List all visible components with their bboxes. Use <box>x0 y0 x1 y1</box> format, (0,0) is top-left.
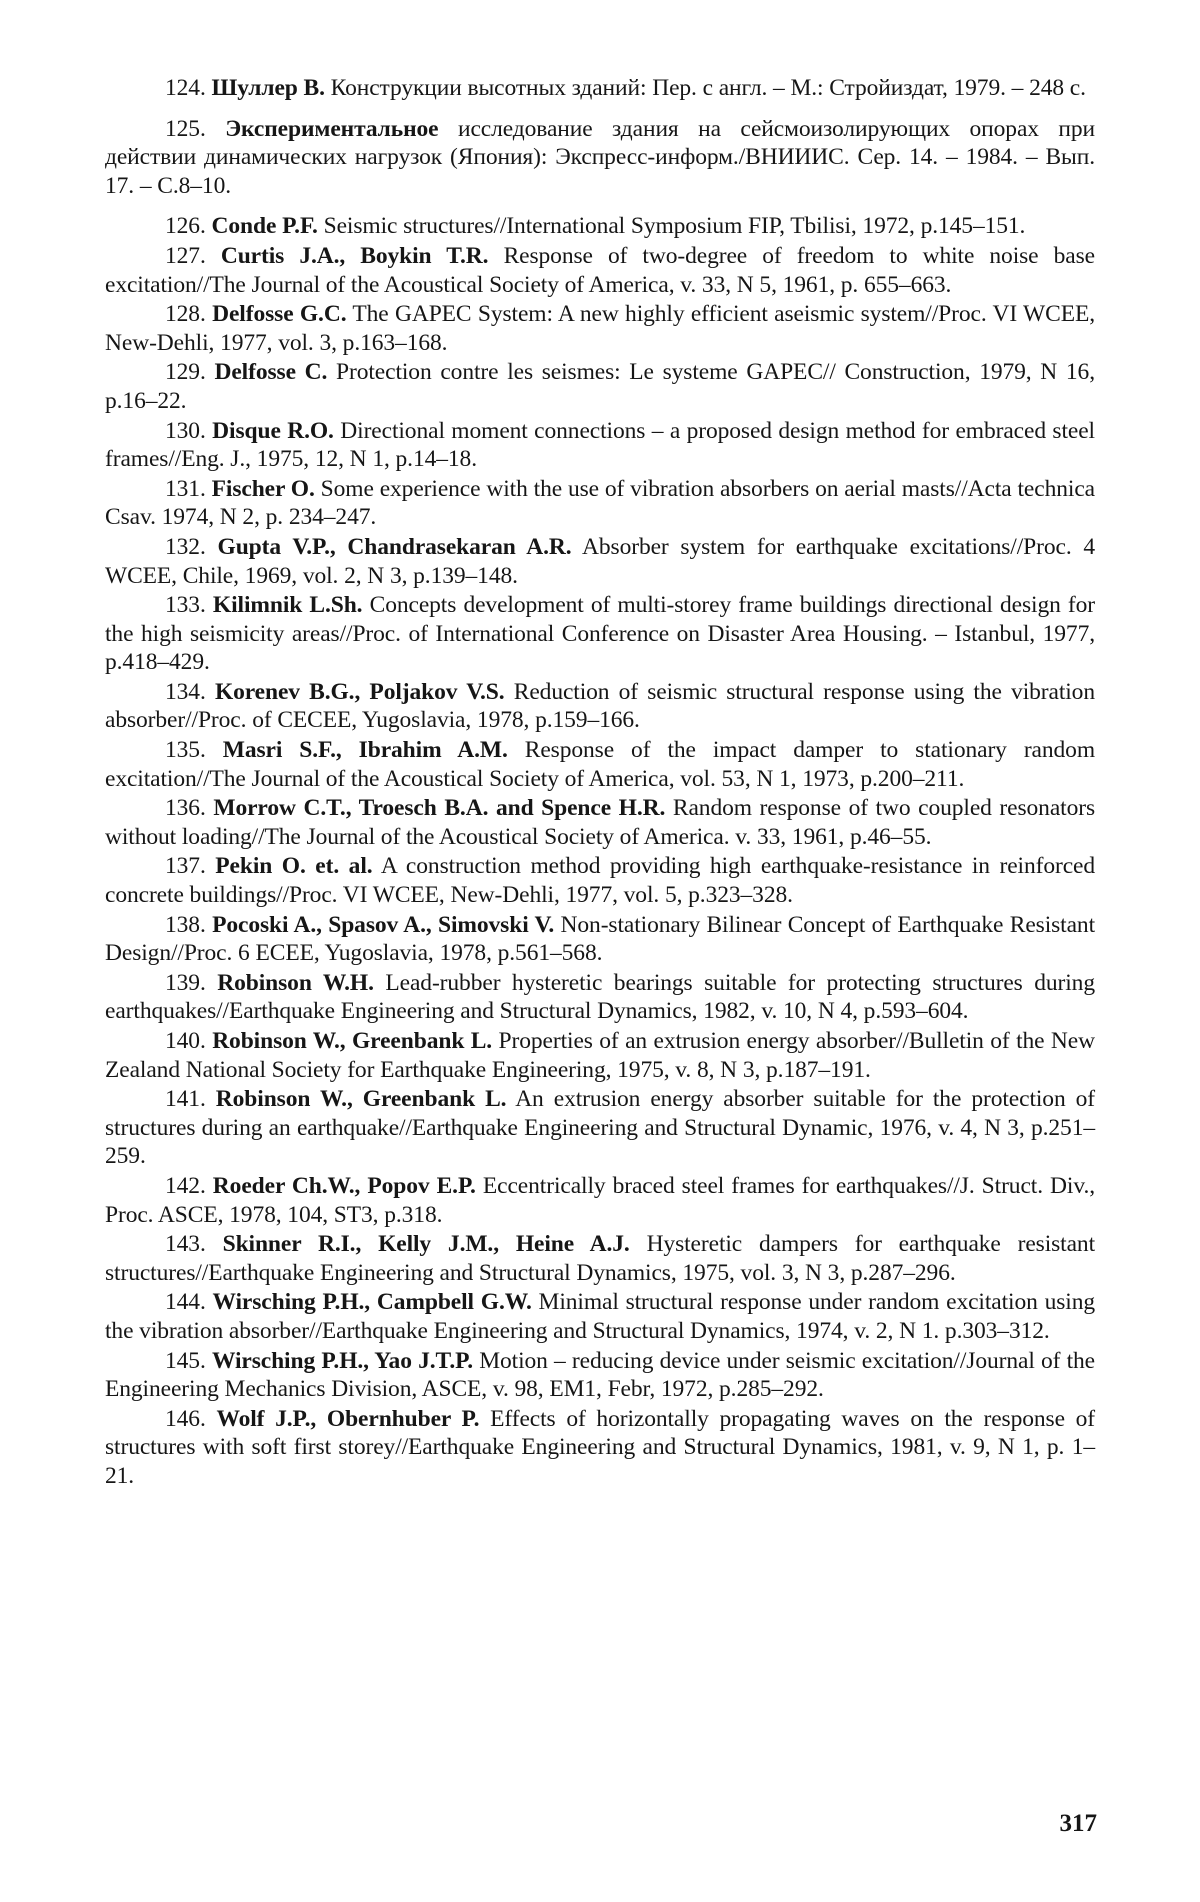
reference-entry <box>105 1027 1095 1084</box>
reference-number: 131. <box>165 475 206 502</box>
reference-text: Directional moment connections – a proposed design method for embraced steel frames//Eng. J., 1975, 12, N 1, p.14–18. <box>105 417 1095 473</box>
reference-entry <box>105 1230 1095 1287</box>
reference-author: Wolf J.P., Obernhuber P. <box>216 1405 480 1432</box>
reference-entry <box>105 533 1095 590</box>
reference-author: Экспериментальное <box>225 115 439 142</box>
reference-number: 140. <box>165 1028 206 1054</box>
reference-text: Response of two-degree of freedom to white noise base excitation//The Journal of the Acoustical Society of America, v. 33, N 5, 1961, p. 655–663. <box>105 242 1095 298</box>
reference-text: Hysteretic dampers for earthquake resistant structures//Earthquake Engineering and Structural Dynamics, 1975, vol. 3, N 3, p.287–296. <box>105 1231 1096 1286</box>
reference-text: Motion – reducing device under seismic excitation//Journal of the Engineering Mechanics Division, ASCE, v. 98, EM1, Febr, 1972, p.285–292. <box>105 1347 1095 1403</box>
reference-text: Protection contre les seismes: Le systeme GAPEC// Construction, 1979, N 16, p.16–22. <box>105 359 1095 414</box>
reference-text: Effects of horizontally propagating waves on the response of structures with soft first storey//Earthquake Engineering and Structural Dynamics, 1981, v. 9, N 1, p. 1–21. <box>105 1405 1096 1489</box>
reference-entry <box>105 300 1095 357</box>
reference-author: Pekin O. et. al. <box>215 853 373 880</box>
reference-number: 135. <box>165 737 206 764</box>
reference-number: 129. <box>165 359 206 386</box>
reference-author: Skinner R.I., Kelly J.M., Heine A.J. <box>222 1231 630 1258</box>
reference-author: Masri S.F., Ibrahim A.M. <box>222 737 508 764</box>
reference-text: An extrusion energy absorber suitable for the protection of structures during an earthquake//Earthquake Engineering and Structural Dynamic, 1976, v. 4, N 3, p.251–259. <box>105 1086 1096 1170</box>
reference-text: Lead-rubber hysteretic bearings suitable for protecting structures during earthquakes//Earthquake Engineering and Structural Dynamics, 1982, v. 10, N 4, p.593–604. <box>105 969 1095 1025</box>
reference-entry <box>105 969 1095 1026</box>
reference-entry <box>105 1172 1095 1229</box>
page-number: 317 <box>1059 1810 1097 1837</box>
reference-number: 138. <box>165 911 206 938</box>
reference-entry <box>105 852 1095 909</box>
reference-number: 137. <box>165 853 206 880</box>
reference-author: Morrow C.T., Troesch B.A. and Spence H.R. <box>213 795 666 822</box>
reference-number: 132. <box>165 533 206 560</box>
reference-entry <box>105 794 1095 851</box>
reference-number: 143. <box>165 1231 206 1258</box>
reference-entry <box>105 242 1095 299</box>
reference-number: 127. <box>165 242 206 269</box>
reference-text: Reduction of seismic structural response using the vibration absorber//Proc. of CECEE, Yugoslavia, 1978, p.159–166. <box>105 678 1095 734</box>
reference-author: Шуллер В. <box>211 75 325 101</box>
reference-author: Robinson W., Greenbank L. <box>212 1028 493 1054</box>
reference-author: Roeder Ch.W., Popov E.P. <box>212 1172 476 1199</box>
reference-text: Random response of two coupled resonators without loading//The Journal of the Acoustical Society of America. v. 33, 1961, p.46–55. <box>105 795 1096 850</box>
reference-author: Robinson W., Greenbank L. <box>215 1086 507 1113</box>
reference-author: Kilimnik L.Sh. <box>212 592 363 619</box>
reference-entry <box>105 1405 1095 1491</box>
reference-author: Curtis J.A., Boykin T.R. <box>220 242 489 269</box>
reference-number: 124. <box>165 75 206 101</box>
reference-text: Конструкции высотных зданий: Пер. с англ. – М.: Стройиздат, 1979. – 248 с. <box>330 75 1086 101</box>
reference-text: исследование здания на сейсмоизолирующих опорах при действии динамических нагрузок (Япония): Экспресс-информ./ВНИИИС. Сер. 14. – 1984. – Вып. 17. – С.8–10. <box>105 115 1095 199</box>
reference-entry <box>105 358 1095 415</box>
reference-author: Delfosse G.C. <box>212 301 347 328</box>
reference-number: 146. <box>165 1405 206 1432</box>
reference-number: 144. <box>165 1289 206 1316</box>
reference-author: Pocoski A., Spasov A., Simovski V. <box>212 911 555 938</box>
reference-number: 145. <box>165 1347 206 1374</box>
reference-text: Concepts development of multi-storey frame buildings directional design for the high seismicity areas//Proc. of International Conference on Disaster Area Housing. – Istanbul, 1977, p.418–429. <box>105 592 1096 676</box>
reference-entry <box>105 475 1095 532</box>
reference-entry <box>105 115 1095 201</box>
reference-number: 125. <box>165 115 206 142</box>
reference-author: Wirsching P.H., Yao J.T.P. <box>211 1347 473 1374</box>
reference-author: Wirsching P.H., Campbell G.W. <box>212 1289 532 1316</box>
reference-author: Korenev B.G., Poljakov V.S. <box>214 678 505 705</box>
reference-text: Non-stationary Bilinear Concept of Earthquake Resistant Design//Proc. 6 ECEE, Yugoslavia, 1978, p.561–568. <box>105 911 1096 967</box>
reference-list <box>105 74 1095 1492</box>
reference-text: The GAPEC System: A new highly efficient aseismic system//Proc. VI WCEE, New-Dehli, 1977, vol. 3, p.163–168. <box>105 301 1095 356</box>
reference-number: 136. <box>165 795 206 822</box>
reference-entry <box>105 1347 1095 1404</box>
reference-text: Seismic structures//International Symposium FIP, Tbilisi, 1972, p.145–151. <box>323 213 1026 240</box>
reference-entry <box>105 911 1095 968</box>
reference-number: 133. <box>165 592 206 619</box>
reference-text: Eccentrically braced steel frames for earthquakes//J. Struct. Div., Proc. ASCE, 1978, 104, ST3, p.318. <box>105 1172 1096 1228</box>
reference-number: 139. <box>165 969 206 996</box>
reference-entry <box>105 212 1095 241</box>
reference-number: 134. <box>165 678 206 705</box>
reference-text: Minimal structural response under random excitation using the vibration absorber//Earthquake Engineering and Structural Dynamics, 1974, v. 2, N 1. p.303–312. <box>105 1289 1095 1344</box>
reference-number: 141. <box>165 1086 206 1113</box>
reference-entry <box>105 1085 1095 1171</box>
reference-entry <box>105 591 1095 677</box>
reference-author: Robinson W.H. <box>217 969 374 996</box>
reference-author: Gupta V.P., Chandrasekaran A.R. <box>217 533 572 560</box>
reference-entry <box>105 417 1095 474</box>
reference-number: 128. <box>165 301 206 328</box>
reference-author: Conde P.F. <box>211 213 318 240</box>
reference-entry <box>105 1288 1095 1345</box>
reference-number: 130. <box>165 417 206 444</box>
reference-entry <box>105 678 1095 735</box>
reference-entry <box>105 736 1095 793</box>
reference-text: Response of the impact damper to stationary random excitation//The Journal of the Acoustical Society of America, vol. 53, N 1, 1973, p.200–211. <box>105 737 1096 792</box>
reference-text: Properties of an extrusion energy absorber//Bulletin of the New Zealand National Society for Earthquake Engineering, 1975, v. 8, N 3, p.187–191. <box>105 1028 1095 1083</box>
reference-text: Some experience with the use of vibration absorbers on aerial masts//Acta technica Csav. 1974, N 2, p. 234–247. <box>105 475 1095 531</box>
reference-author: Fischer O. <box>211 475 315 502</box>
reference-text: Absorber system for earthquake excitations//Proc. 4 WCEE, Chile, 1969, vol. 2, N 3, p.139–148. <box>105 533 1096 589</box>
reference-entry <box>105 74 1095 103</box>
reference-text: A construction method providing high earthquake-resistance in reinforced concrete buildings//Proc. VI WCEE, New-Dehli, 1977, vol. 5, p.323–328. <box>105 853 1096 909</box>
reference-author: Delfosse C. <box>214 359 328 386</box>
reference-number: 126. <box>165 213 206 240</box>
reference-number: 142. <box>165 1172 206 1199</box>
reference-author: Disque R.O. <box>212 417 334 444</box>
